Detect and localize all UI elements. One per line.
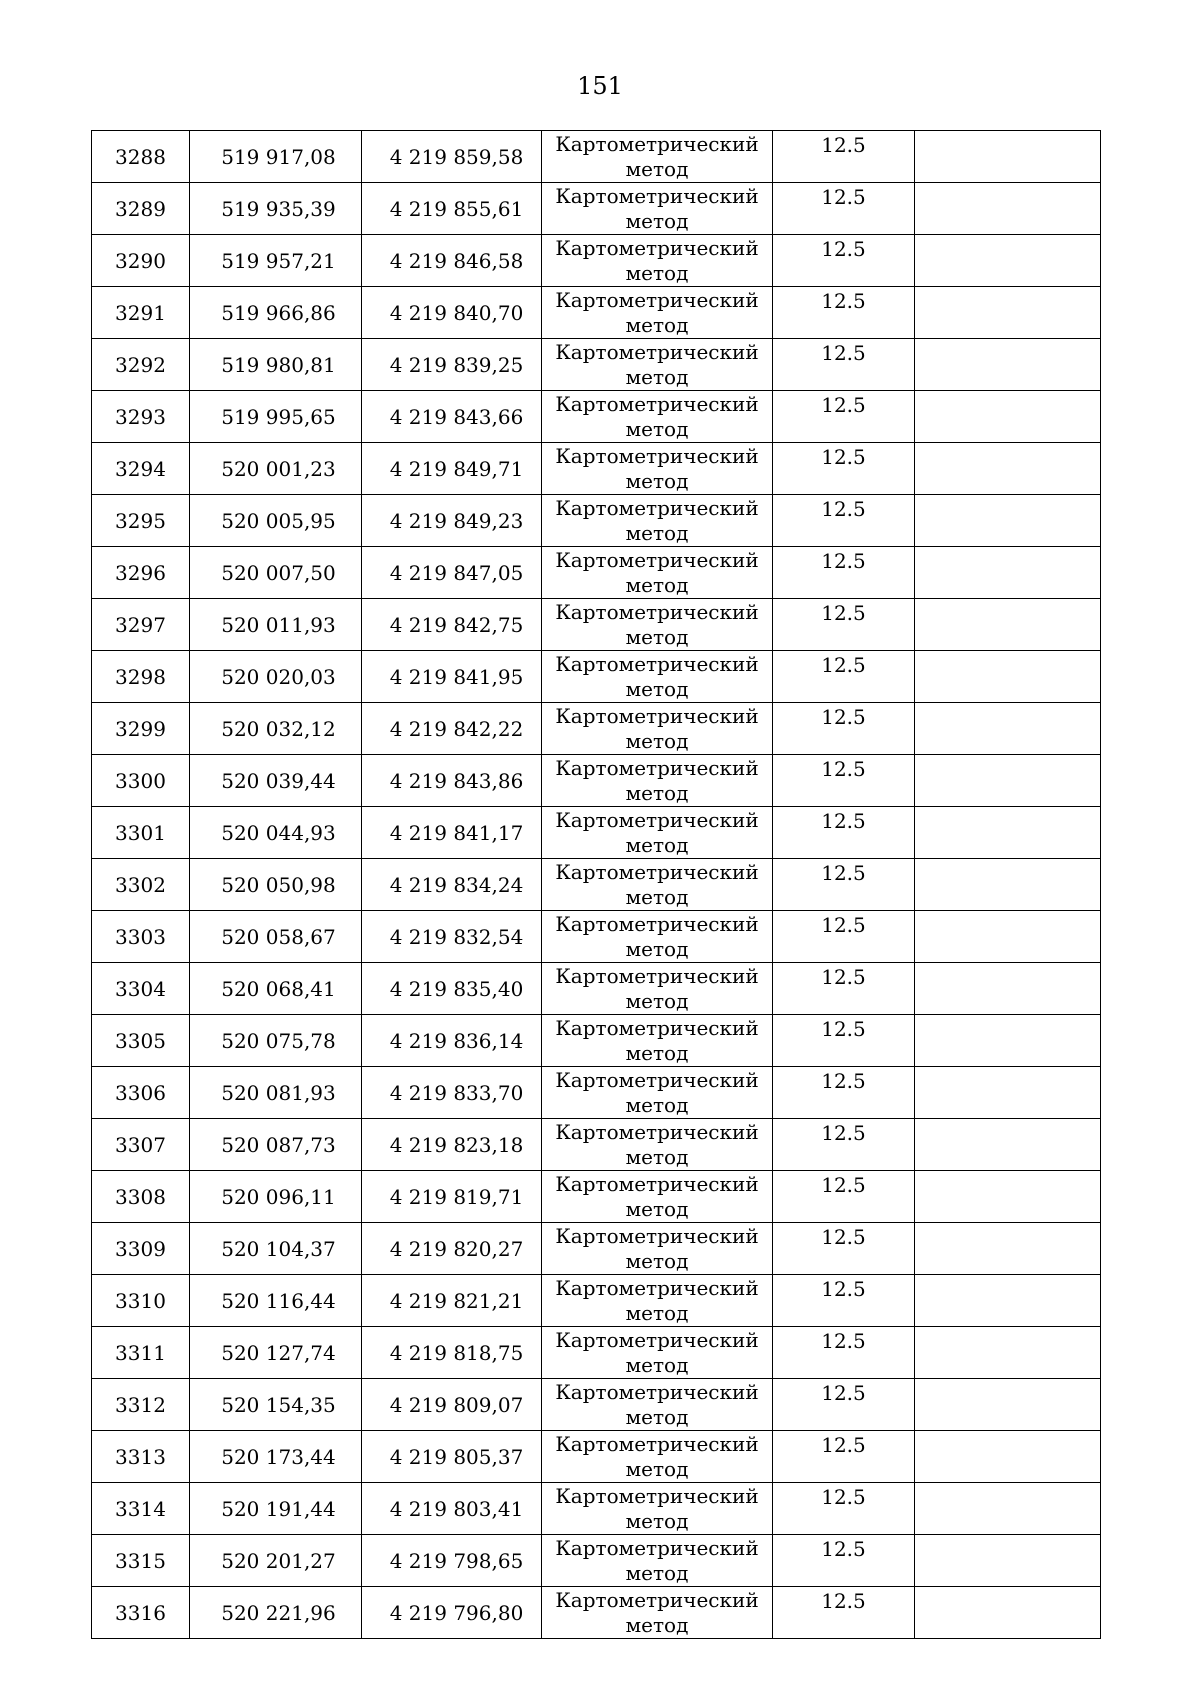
y-coordinate-cell: 4 219 859,58: [362, 131, 542, 183]
method-line-1: Картометрический: [555, 496, 759, 520]
table-row: [92, 495, 1101, 547]
x-coordinate-cell: 520 032,12: [190, 703, 362, 755]
table-row: [92, 651, 1101, 703]
y-coordinate-cell: 4 219 847,05: [362, 547, 542, 599]
method-cell: [542, 963, 773, 1015]
method-line-2: метод: [625, 469, 689, 493]
method-line-1: Картометрический: [555, 1068, 759, 1092]
x-coordinate-cell: 520 050,98: [190, 859, 362, 911]
x-coordinate-cell: 520 096,11: [190, 1171, 362, 1223]
table-row: [92, 443, 1101, 495]
method-line-1: Картометрический: [555, 236, 759, 260]
x-coordinate-cell: 520 075,78: [190, 1015, 362, 1067]
accuracy-cell: 12.5: [773, 339, 915, 391]
table-row: [92, 1327, 1101, 1379]
table-row: [92, 703, 1101, 755]
table-row: [92, 1483, 1101, 1535]
accuracy-cell: 12.5: [773, 1431, 915, 1483]
method-line-2: метод: [625, 989, 689, 1013]
x-coordinate-cell: 520 044,93: [190, 807, 362, 859]
accuracy-cell: 12.5: [773, 495, 915, 547]
x-coordinate-cell: 520 020,03: [190, 651, 362, 703]
table-row: [92, 1379, 1101, 1431]
y-coordinate-cell: 4 219 796,80: [362, 1587, 542, 1639]
x-coordinate-cell: 520 007,50: [190, 547, 362, 599]
y-coordinate-cell: 4 219 805,37: [362, 1431, 542, 1483]
point-number-cell: 3303: [92, 911, 190, 963]
table-row: [92, 235, 1101, 287]
method-cell: [542, 443, 773, 495]
table-row: [92, 911, 1101, 963]
method-line-2: метод: [625, 781, 689, 805]
table-row: [92, 339, 1101, 391]
table-row: [92, 1431, 1101, 1483]
y-coordinate-cell: 4 219 836,14: [362, 1015, 542, 1067]
table-row: [92, 1015, 1101, 1067]
accuracy-cell: 12.5: [773, 703, 915, 755]
note-cell: [915, 339, 1101, 391]
table-row: [92, 755, 1101, 807]
note-cell: [915, 235, 1101, 287]
y-coordinate-cell: 4 219 819,71: [362, 1171, 542, 1223]
method-line-2: метод: [625, 573, 689, 597]
note-cell: [915, 963, 1101, 1015]
method-line-1: Картометрический: [555, 652, 759, 676]
table-row: [92, 859, 1101, 911]
point-number-cell: 3310: [92, 1275, 190, 1327]
point-number-cell: 3299: [92, 703, 190, 755]
method-line-2: метод: [625, 677, 689, 701]
x-coordinate-cell: 519 980,81: [190, 339, 362, 391]
method-line-1: Картометрический: [555, 1120, 759, 1144]
x-coordinate-cell: 520 173,44: [190, 1431, 362, 1483]
method-line-2: метод: [625, 937, 689, 961]
method-cell: [542, 1171, 773, 1223]
point-number-cell: 3304: [92, 963, 190, 1015]
note-cell: [915, 287, 1101, 339]
table-row: [92, 391, 1101, 443]
note-cell: [915, 911, 1101, 963]
method-line-1: Картометрический: [555, 1328, 759, 1352]
y-coordinate-cell: 4 219 823,18: [362, 1119, 542, 1171]
note-cell: [915, 1067, 1101, 1119]
point-number-cell: 3306: [92, 1067, 190, 1119]
method-cell: [542, 287, 773, 339]
method-cell: [542, 1015, 773, 1067]
note-cell: [915, 547, 1101, 599]
method-cell: [542, 1587, 773, 1639]
method-line-2: метод: [625, 1405, 689, 1429]
y-coordinate-cell: 4 219 842,22: [362, 703, 542, 755]
point-number-cell: 3301: [92, 807, 190, 859]
method-cell: [542, 859, 773, 911]
method-cell: [542, 547, 773, 599]
x-coordinate-cell: 520 191,44: [190, 1483, 362, 1535]
method-line-1: Картометрический: [555, 1172, 759, 1196]
method-line-2: метод: [625, 729, 689, 753]
x-coordinate-cell: 520 104,37: [190, 1223, 362, 1275]
point-number-cell: 3296: [92, 547, 190, 599]
method-line-1: Картометрический: [555, 392, 759, 416]
point-number-cell: 3289: [92, 183, 190, 235]
x-coordinate-cell: 520 039,44: [190, 755, 362, 807]
accuracy-cell: 12.5: [773, 599, 915, 651]
coordinates-table: [91, 130, 1101, 1639]
note-cell: [915, 1015, 1101, 1067]
method-line-1: Картометрический: [555, 1276, 759, 1300]
method-line-2: метод: [625, 365, 689, 389]
accuracy-cell: 12.5: [773, 1275, 915, 1327]
method-line-1: Картометрический: [555, 1016, 759, 1040]
x-coordinate-cell: 519 935,39: [190, 183, 362, 235]
table-row: [92, 131, 1101, 183]
x-coordinate-cell: 519 966,86: [190, 287, 362, 339]
method-line-1: Картометрический: [555, 444, 759, 468]
point-number-cell: 3307: [92, 1119, 190, 1171]
method-cell: [542, 131, 773, 183]
table-row: [92, 807, 1101, 859]
method-line-1: Картометрический: [555, 1224, 759, 1248]
x-coordinate-cell: 520 081,93: [190, 1067, 362, 1119]
x-coordinate-cell: 520 127,74: [190, 1327, 362, 1379]
method-line-1: Картометрический: [555, 1432, 759, 1456]
table-row: [92, 599, 1101, 651]
accuracy-cell: 12.5: [773, 911, 915, 963]
y-coordinate-cell: 4 219 803,41: [362, 1483, 542, 1535]
note-cell: [915, 1171, 1101, 1223]
method-line-1: Картометрический: [555, 912, 759, 936]
point-number-cell: 3290: [92, 235, 190, 287]
accuracy-cell: 12.5: [773, 963, 915, 1015]
method-line-2: метод: [625, 1301, 689, 1325]
y-coordinate-cell: 4 219 843,86: [362, 755, 542, 807]
point-number-cell: 3297: [92, 599, 190, 651]
method-cell: [542, 1067, 773, 1119]
method-cell: [542, 235, 773, 287]
method-line-2: метод: [625, 885, 689, 909]
y-coordinate-cell: 4 219 798,65: [362, 1535, 542, 1587]
method-line-2: метод: [625, 833, 689, 857]
method-line-2: метод: [625, 1041, 689, 1065]
method-line-2: метод: [625, 1249, 689, 1273]
table-row: [92, 547, 1101, 599]
y-coordinate-cell: 4 219 841,95: [362, 651, 542, 703]
x-coordinate-cell: 520 116,44: [190, 1275, 362, 1327]
point-number-cell: 3309: [92, 1223, 190, 1275]
note-cell: [915, 183, 1101, 235]
y-coordinate-cell: 4 219 846,58: [362, 235, 542, 287]
x-coordinate-cell: 520 087,73: [190, 1119, 362, 1171]
method-line-1: Картометрический: [555, 1588, 759, 1612]
point-number-cell: 3313: [92, 1431, 190, 1483]
method-line-2: метод: [625, 157, 689, 181]
y-coordinate-cell: 4 219 833,70: [362, 1067, 542, 1119]
note-cell: [915, 651, 1101, 703]
x-coordinate-cell: 520 221,96: [190, 1587, 362, 1639]
method-cell: [542, 703, 773, 755]
y-coordinate-cell: 4 219 821,21: [362, 1275, 542, 1327]
method-line-2: метод: [625, 625, 689, 649]
method-line-2: метод: [625, 261, 689, 285]
y-coordinate-cell: 4 219 834,24: [362, 859, 542, 911]
x-coordinate-cell: 519 957,21: [190, 235, 362, 287]
y-coordinate-cell: 4 219 820,27: [362, 1223, 542, 1275]
accuracy-cell: 12.5: [773, 235, 915, 287]
method-cell: [542, 599, 773, 651]
method-line-2: метод: [625, 209, 689, 233]
accuracy-cell: 12.5: [773, 391, 915, 443]
method-cell: [542, 495, 773, 547]
method-line-1: Картометрический: [555, 548, 759, 572]
method-cell: [542, 1327, 773, 1379]
method-cell: [542, 1275, 773, 1327]
method-line-1: Картометрический: [555, 808, 759, 832]
accuracy-cell: 12.5: [773, 1119, 915, 1171]
table-row: [92, 1535, 1101, 1587]
note-cell: [915, 1223, 1101, 1275]
table-row: [92, 287, 1101, 339]
note-cell: [915, 1587, 1101, 1639]
accuracy-cell: 12.5: [773, 1015, 915, 1067]
accuracy-cell: 12.5: [773, 807, 915, 859]
note-cell: [915, 1275, 1101, 1327]
y-coordinate-cell: 4 219 842,75: [362, 599, 542, 651]
point-number-cell: 3305: [92, 1015, 190, 1067]
point-number-cell: 3294: [92, 443, 190, 495]
coordinates-table-body: [92, 131, 1101, 1639]
table-row: [92, 183, 1101, 235]
x-coordinate-cell: 520 005,95: [190, 495, 362, 547]
y-coordinate-cell: 4 219 855,61: [362, 183, 542, 235]
method-line-2: метод: [625, 1457, 689, 1481]
method-cell: [542, 807, 773, 859]
point-number-cell: 3308: [92, 1171, 190, 1223]
accuracy-cell: 12.5: [773, 287, 915, 339]
note-cell: [915, 1535, 1101, 1587]
method-line-1: Картометрический: [555, 964, 759, 988]
accuracy-cell: 12.5: [773, 1483, 915, 1535]
y-coordinate-cell: 4 219 835,40: [362, 963, 542, 1015]
method-cell: [542, 911, 773, 963]
method-cell: [542, 755, 773, 807]
x-coordinate-cell: 520 154,35: [190, 1379, 362, 1431]
accuracy-cell: 12.5: [773, 443, 915, 495]
method-line-1: Картометрический: [555, 184, 759, 208]
x-coordinate-cell: 520 201,27: [190, 1535, 362, 1587]
method-cell: [542, 391, 773, 443]
y-coordinate-cell: 4 219 839,25: [362, 339, 542, 391]
method-line-1: Картометрический: [555, 340, 759, 364]
method-line-2: метод: [625, 1353, 689, 1377]
accuracy-cell: 12.5: [773, 1171, 915, 1223]
y-coordinate-cell: 4 219 841,17: [362, 807, 542, 859]
method-line-1: Картометрический: [555, 1484, 759, 1508]
y-coordinate-cell: 4 219 849,23: [362, 495, 542, 547]
method-line-1: Картометрический: [555, 600, 759, 624]
accuracy-cell: 12.5: [773, 755, 915, 807]
y-coordinate-cell: 4 219 849,71: [362, 443, 542, 495]
point-number-cell: 3291: [92, 287, 190, 339]
x-coordinate-cell: 520 011,93: [190, 599, 362, 651]
accuracy-cell: 12.5: [773, 183, 915, 235]
method-line-2: метод: [625, 417, 689, 441]
accuracy-cell: 12.5: [773, 1535, 915, 1587]
point-number-cell: 3315: [92, 1535, 190, 1587]
table-row: [92, 1223, 1101, 1275]
note-cell: [915, 703, 1101, 755]
accuracy-cell: 12.5: [773, 651, 915, 703]
method-cell: [542, 1223, 773, 1275]
table-row: [92, 1587, 1101, 1639]
accuracy-cell: 12.5: [773, 1587, 915, 1639]
note-cell: [915, 1119, 1101, 1171]
method-line-2: метод: [625, 1561, 689, 1585]
note-cell: [915, 1431, 1101, 1483]
table-row: [92, 1067, 1101, 1119]
method-cell: [542, 1379, 773, 1431]
method-line-1: Картометрический: [555, 860, 759, 884]
point-number-cell: 3298: [92, 651, 190, 703]
point-number-cell: 3300: [92, 755, 190, 807]
method-line-1: Картометрический: [555, 1380, 759, 1404]
accuracy-cell: 12.5: [773, 1223, 915, 1275]
table-row: [92, 1119, 1101, 1171]
point-number-cell: 3288: [92, 131, 190, 183]
method-line-2: метод: [625, 1145, 689, 1169]
point-number-cell: 3312: [92, 1379, 190, 1431]
method-cell: [542, 1119, 773, 1171]
note-cell: [915, 391, 1101, 443]
accuracy-cell: 12.5: [773, 1379, 915, 1431]
method-line-1: Картометрический: [555, 132, 759, 156]
note-cell: [915, 443, 1101, 495]
method-cell: [542, 1483, 773, 1535]
accuracy-cell: 12.5: [773, 547, 915, 599]
y-coordinate-cell: 4 219 840,70: [362, 287, 542, 339]
y-coordinate-cell: 4 219 809,07: [362, 1379, 542, 1431]
table-row: [92, 1275, 1101, 1327]
accuracy-cell: 12.5: [773, 1067, 915, 1119]
table-row: [92, 1171, 1101, 1223]
x-coordinate-cell: 519 995,65: [190, 391, 362, 443]
point-number-cell: 3293: [92, 391, 190, 443]
y-coordinate-cell: 4 219 832,54: [362, 911, 542, 963]
x-coordinate-cell: 520 001,23: [190, 443, 362, 495]
x-coordinate-cell: 520 058,67: [190, 911, 362, 963]
y-coordinate-cell: 4 219 843,66: [362, 391, 542, 443]
point-number-cell: 3311: [92, 1327, 190, 1379]
y-coordinate-cell: 4 219 818,75: [362, 1327, 542, 1379]
note-cell: [915, 1483, 1101, 1535]
accuracy-cell: 12.5: [773, 1327, 915, 1379]
page-number: 151: [577, 72, 623, 100]
method-line-1: Картометрический: [555, 704, 759, 728]
x-coordinate-cell: 520 068,41: [190, 963, 362, 1015]
note-cell: [915, 1379, 1101, 1431]
table-row: [92, 963, 1101, 1015]
method-line-2: метод: [625, 313, 689, 337]
note-cell: [915, 1327, 1101, 1379]
method-line-2: метод: [625, 521, 689, 545]
method-line-2: метод: [625, 1613, 689, 1637]
point-number-cell: 3295: [92, 495, 190, 547]
method-line-1: Картометрический: [555, 1536, 759, 1560]
accuracy-cell: 12.5: [773, 859, 915, 911]
point-number-cell: 3316: [92, 1587, 190, 1639]
note-cell: [915, 495, 1101, 547]
method-cell: [542, 339, 773, 391]
note-cell: [915, 859, 1101, 911]
note-cell: [915, 755, 1101, 807]
accuracy-cell: 12.5: [773, 131, 915, 183]
note-cell: [915, 131, 1101, 183]
method-line-2: метод: [625, 1509, 689, 1533]
x-coordinate-cell: 519 917,08: [190, 131, 362, 183]
note-cell: [915, 807, 1101, 859]
point-number-cell: 3302: [92, 859, 190, 911]
method-line-1: Картометрический: [555, 288, 759, 312]
method-cell: [542, 183, 773, 235]
method-line-1: Картометрический: [555, 756, 759, 780]
method-line-2: метод: [625, 1093, 689, 1117]
point-number-cell: 3314: [92, 1483, 190, 1535]
method-cell: [542, 1535, 773, 1587]
point-number-cell: 3292: [92, 339, 190, 391]
method-cell: [542, 1431, 773, 1483]
note-cell: [915, 599, 1101, 651]
method-line-2: метод: [625, 1197, 689, 1221]
method-cell: [542, 651, 773, 703]
